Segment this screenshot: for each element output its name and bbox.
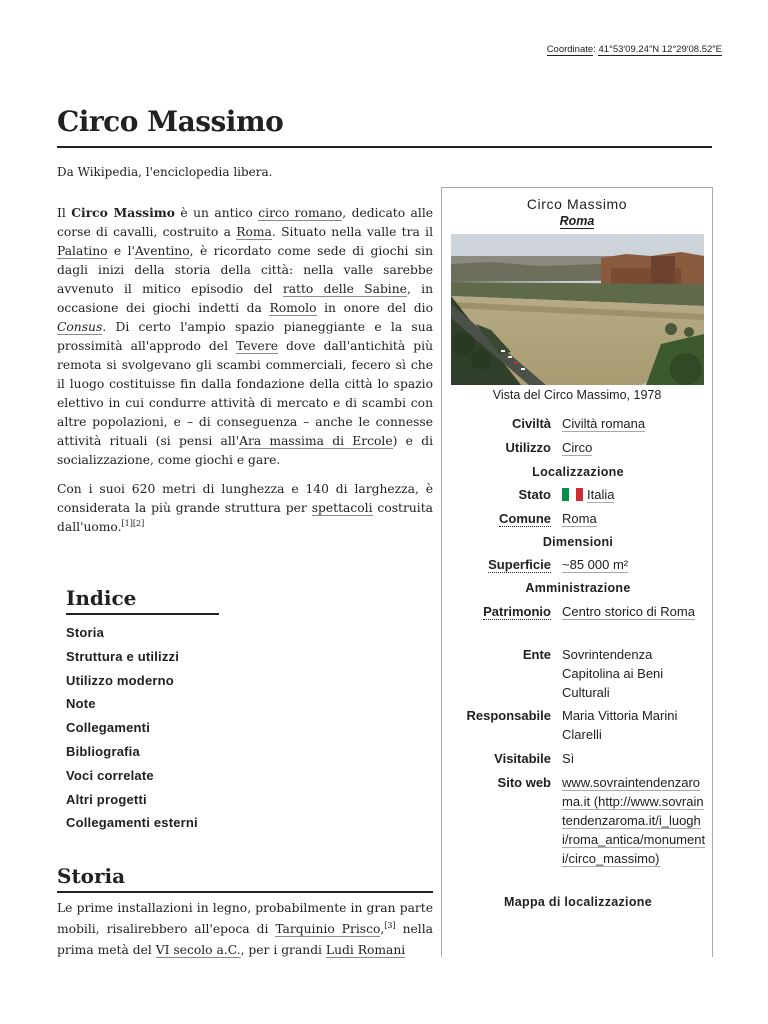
- bold-term: Circo Massimo: [71, 205, 175, 220]
- row-label: Ente: [522, 647, 551, 662]
- link-vi-secolo[interactable]: VI secolo a.C.: [155, 943, 241, 957]
- coordinates-value-link[interactable]: 41°53′09.24″N 12°29′08.52″E: [598, 44, 722, 55]
- row-label: Civiltà: [511, 416, 551, 431]
- toc-title: Indice: [66, 585, 219, 615]
- intro-paragraph-2: Con i suoi 620 metri di lunghezza e 140 di larghezza, è considerata la più grande struttura per spettacoli costruita dall'uomo.[1][2]: [57, 482, 433, 534]
- row-value: Maria Vittoria Marini Clarelli: [562, 708, 678, 742]
- link-spettacoli[interactable]: spettacoli: [311, 501, 373, 515]
- link-palatino[interactable]: Palatino: [57, 244, 108, 258]
- link-superficie-value[interactable]: ~85 000 m²: [562, 557, 629, 572]
- infobox-header-mappa: Mappa di localizzazione: [504, 895, 652, 909]
- link-circo-romano[interactable]: circo romano: [258, 206, 343, 220]
- page-title: Circo Massimo: [57, 104, 712, 148]
- link-sito-web[interactable]: www.sovraintendenzaroma.it (http://www.sovraintendenzaroma.it/i_luoghi/roma_antica/monumenti/circo_massimo): [562, 775, 706, 866]
- reference-3[interactable]: [3]: [384, 920, 396, 930]
- row-value: Sovrintendenza Capitolina ai Beni Culturali: [562, 647, 664, 700]
- infobox: [441, 187, 713, 957]
- infobox-subtitle-link[interactable]: Roma: [559, 214, 595, 228]
- row-label: [483, 602, 551, 621]
- intro-paragraph-1: Il Circo Massimo è un antico circo romano, dedicato alle corse di cavalli, costruito a Roma. Situato nella valle tra il Palatino e l'Aventino, è ricordato come sede di giochi sin dagli inizi della storia della città: nella valle sarebbe avvenuto il mitico episodio del ratto delle Sabine, in occasione dei giochi indetti da Romolo in onore del dio Consus. Di certo l'ampio spazio pianeggiante e la sua prossimità all'approdo del Tevere dove dall'antichità più remota si svolgevano gli scambi commerciali, fecero sì che il luogo costituisse fin dalla fondazione della città lo spazio elettivo in cui condurre attività di mercato e di scambi con altre popolazioni, e – di conseguenza – anche le connesse attività rituali (si pensi all'Ara massima di Ercole) e di socializzazione, come giochi e gare.: [57, 205, 434, 467]
- italy-flag-icon: [562, 487, 583, 500]
- row-label: Visitabile: [494, 751, 551, 766]
- row-label: Stato: [518, 487, 551, 502]
- row-value: [562, 509, 707, 528]
- link-circo[interactable]: Circo: [562, 440, 593, 455]
- toc-item-altri-progetti[interactable]: Altri progetti: [66, 791, 147, 807]
- storia-paragraph: Le prime installazioni in legno, probabilmente in gran parte mobili, risalirebbero all'epoca di Tarquinio Prisco,[3] nella prima metà del VI secolo a.C., per i grandi Ludi Romani: [57, 901, 433, 957]
- row-label: Utilizzo: [505, 440, 551, 455]
- link-aventino[interactable]: Aventino: [134, 244, 190, 258]
- toc-item-utilizzo-moderno[interactable]: Utilizzo moderno: [66, 672, 174, 688]
- infobox-photo[interactable]: [451, 234, 704, 385]
- link-romolo[interactable]: Romolo: [269, 301, 317, 315]
- table-of-contents: [66, 585, 256, 835]
- infobox-title: Circo Massimo: [526, 196, 628, 212]
- link-ratto-delle-sabine[interactable]: ratto delle Sabine: [282, 282, 407, 296]
- link-ludi-romani[interactable]: Ludi Romani: [325, 943, 406, 957]
- toc-item-storia[interactable]: Storia: [66, 625, 105, 640]
- link-civilta-romana[interactable]: Civiltà romana: [562, 416, 646, 431]
- row-label: Responsabile: [466, 708, 551, 723]
- row-value: [562, 438, 707, 457]
- row-value: [562, 414, 707, 433]
- toc-item-bibliografia[interactable]: Bibliografia: [66, 743, 140, 759]
- row-value: [562, 773, 707, 868]
- toc-item-collegamenti[interactable]: Collegamenti: [66, 720, 151, 736]
- tagline: Da Wikipedia, l'enciclopedia libera.: [57, 165, 273, 179]
- infobox-header-dimensioni: Dimensioni: [542, 535, 614, 549]
- row-value: Sì: [562, 751, 575, 766]
- reference-1-2[interactable]: [1][2]: [121, 518, 145, 528]
- toc-item-voci-correlate[interactable]: Voci correlate: [66, 767, 154, 783]
- link-centro-storico[interactable]: Centro storico di Roma: [562, 604, 695, 619]
- comune-label-link[interactable]: Comune: [499, 511, 551, 526]
- infobox-caption: Vista del Circo Massimo, 1978: [492, 388, 662, 402]
- toc-item-struttura[interactable]: Struttura e utilizzi: [66, 648, 180, 664]
- intro-text: [57, 203, 433, 547]
- link-ara-massima[interactable]: Ara massima di Ercole: [239, 434, 393, 448]
- row-value: [562, 555, 707, 574]
- toc-item-collegamenti-esterni[interactable]: Collegamenti esterni: [66, 815, 198, 831]
- link-roma[interactable]: Roma: [236, 225, 272, 239]
- superficie-label-link[interactable]: Superficie: [488, 557, 551, 572]
- row-label: [488, 555, 551, 574]
- link-tevere[interactable]: Tevere: [236, 339, 278, 353]
- toc-item-note[interactable]: Note: [66, 696, 96, 712]
- row-value: [562, 485, 707, 504]
- link-tarquinio-prisco[interactable]: Tarquinio Prisco: [275, 922, 381, 936]
- patrimonio-label-link[interactable]: Patrimonio: [483, 604, 551, 619]
- section-heading-storia: Storia: [57, 863, 433, 893]
- row-label: Sito web: [497, 775, 551, 790]
- link-roma-comune[interactable]: Roma: [562, 511, 597, 526]
- infobox-subtitle: [442, 214, 712, 228]
- infobox-header-amministrazione: Amministrazione: [525, 581, 631, 595]
- coordinates: Coordinate: 41°53′09.24″N 12°29′08.52″E: [546, 44, 722, 55]
- link-consus[interactable]: Consus: [57, 320, 103, 334]
- link-italia[interactable]: Italia: [587, 487, 615, 502]
- row-label: [499, 509, 551, 528]
- infobox-header-localizzazione: Localizzazione: [532, 465, 624, 479]
- row-value: [562, 602, 707, 621]
- coordinates-label-link[interactable]: Coordinate: [546, 44, 594, 55]
